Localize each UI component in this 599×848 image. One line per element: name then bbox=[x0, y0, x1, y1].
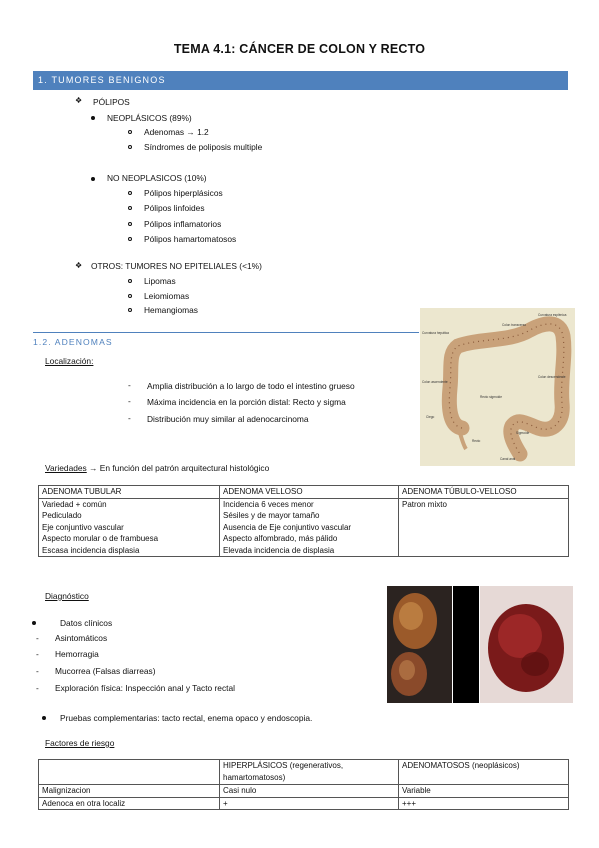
list-item: Hemangiomas bbox=[144, 305, 198, 315]
colon-illustration bbox=[420, 308, 575, 466]
list-item: Pólipos hiperplásicos bbox=[144, 188, 223, 198]
table-cell: Adenoca en otra localiz bbox=[39, 797, 220, 810]
list-item: Distribución muy similar al adenocarcinoma bbox=[147, 414, 309, 424]
svg-text:Recto: Recto bbox=[472, 439, 481, 443]
neoplasicos-heading: NEOPLÁSICOS (89%) bbox=[107, 113, 192, 123]
circle-bullet-icon bbox=[128, 206, 132, 210]
table-cell: Variable bbox=[399, 785, 569, 798]
factores-heading: Factores de riesgo bbox=[45, 738, 115, 748]
polyp-photo-right-drawing bbox=[480, 586, 573, 703]
table-cell bbox=[399, 498, 569, 557]
cell-line: Escasa incidencia displasia bbox=[42, 545, 140, 555]
svg-text:Colon descendente: Colon descendente bbox=[538, 375, 566, 379]
svg-text:Ciego: Ciego bbox=[426, 415, 435, 419]
bullet-icon bbox=[91, 177, 95, 181]
table-header-cell: ADENOMATOSOS (neoplásicos) bbox=[399, 760, 569, 785]
list-item: Pólipos linfoides bbox=[144, 203, 205, 213]
table-cell: Casi nulo bbox=[220, 785, 399, 798]
localizacion-heading: Localización: bbox=[45, 356, 94, 366]
page-title: TEMA 4.1: CÁNCER DE COLON Y RECTO bbox=[173, 42, 426, 56]
bullet-icon bbox=[91, 116, 95, 120]
bullet-icon bbox=[32, 621, 36, 625]
variedades-label: Variedades bbox=[45, 463, 87, 473]
dash-bullet: - bbox=[128, 413, 131, 423]
list-item: Leiomiomas bbox=[144, 291, 190, 301]
list-item: Lipomas bbox=[144, 276, 176, 286]
dash-bullet: - bbox=[36, 649, 39, 659]
polyp-photo-left bbox=[387, 586, 452, 703]
section-header-tumores-benignos bbox=[33, 71, 568, 90]
table-cell: + bbox=[220, 797, 399, 810]
circle-bullet-icon bbox=[128, 145, 132, 149]
variedades-line bbox=[45, 463, 269, 473]
table-header-row bbox=[39, 486, 569, 499]
bullet-icon bbox=[42, 716, 46, 720]
dash-bullet: - bbox=[36, 683, 39, 693]
list-item: Mucorrea (Falsas diarreas) bbox=[55, 666, 156, 676]
list-item: Asintomáticos bbox=[55, 633, 108, 643]
svg-text:Recto sigmoide: Recto sigmoide bbox=[480, 395, 502, 399]
list-item: Pólipos hamartomatosos bbox=[144, 234, 237, 244]
table-row bbox=[39, 797, 569, 810]
section-divider bbox=[33, 332, 419, 333]
svg-text:Curvatura hepática: Curvatura hepática bbox=[422, 331, 449, 335]
svg-text:Colon ascendente: Colon ascendente bbox=[422, 380, 448, 384]
svg-text:Canal anal: Canal anal bbox=[500, 457, 516, 461]
table-row bbox=[39, 785, 569, 798]
diamond-bullet-icon: ❖ bbox=[75, 261, 83, 270]
circle-bullet-icon bbox=[128, 308, 132, 312]
list-item: Exploración física: Inspección anal y Tacto rectal bbox=[55, 683, 235, 693]
list-item: Adenomas → 1.2 bbox=[144, 127, 209, 137]
adenoma-types-table bbox=[38, 485, 569, 557]
photo-divider bbox=[453, 586, 479, 703]
svg-text:Sigmoide: Sigmoide bbox=[516, 431, 530, 435]
table-header-cell bbox=[39, 760, 220, 785]
diagnostico-heading: Diagnóstico bbox=[45, 591, 89, 601]
polipos-heading: PÓLIPOS bbox=[93, 97, 130, 107]
section-title-adenomas: 1.2. ADENOMAS bbox=[33, 337, 113, 347]
polyp-photo-left-drawing bbox=[387, 586, 452, 703]
table-header-cell: ADENOMA TÚBULO-VELLOSO bbox=[399, 486, 569, 499]
cell-line: Aspecto alfombrado, más pálido bbox=[223, 534, 338, 543]
cell-line: Variedad + común bbox=[42, 499, 107, 509]
section-title: 1. TUMORES BENIGNOS bbox=[38, 75, 166, 85]
cell-line: Elevada incidencia de displasia bbox=[223, 545, 335, 555]
datos-clinicos-item: Datos clínicos bbox=[60, 618, 113, 628]
variedades-description: → En función del patrón arquitectural histológico bbox=[86, 463, 270, 473]
table-row bbox=[39, 498, 569, 557]
cell-line: Eje conjuntivo vascular bbox=[42, 522, 124, 532]
list-item: Pólipos inflamatorios bbox=[144, 219, 222, 229]
pruebas-item: Pruebas complementarias: tacto rectal, enema opaco y endoscopia. bbox=[60, 713, 313, 723]
table-cell: Malignizacion bbox=[39, 785, 220, 798]
risk-factors-table bbox=[38, 759, 569, 810]
dash-bullet: - bbox=[128, 396, 131, 406]
svg-text:Curvatura esplénica: Curvatura esplénica bbox=[538, 313, 567, 317]
dash-bullet: - bbox=[36, 633, 39, 643]
list-item: Máxima incidencia en la porción distal: Recto y sigma bbox=[147, 397, 346, 407]
list-item: Síndromes de poliposis multiple bbox=[144, 142, 263, 152]
table-header-cell: HIPERPLÁSICOS (regenerativos, hamartomatosos) bbox=[220, 760, 399, 785]
cell-line: Pediculado bbox=[42, 511, 82, 520]
circle-bullet-icon bbox=[128, 294, 132, 298]
circle-bullet-icon bbox=[128, 222, 132, 226]
dash-bullet: - bbox=[128, 380, 131, 390]
circle-bullet-icon bbox=[128, 130, 132, 134]
cell-line: Aspecto morular o de frambuesa bbox=[42, 534, 159, 543]
svg-text:Colon transverso: Colon transverso bbox=[502, 323, 527, 327]
circle-bullet-icon bbox=[128, 279, 132, 283]
table-cell bbox=[39, 498, 220, 557]
colon-anatomy-image bbox=[420, 308, 575, 466]
cell-line: Sésiles y de mayor tamaño bbox=[223, 511, 320, 520]
table-header-cell: ADENOMA VELLOSO bbox=[220, 486, 399, 499]
cell-line: Incidencia 6 veces menor bbox=[223, 499, 314, 509]
dash-bullet: - bbox=[36, 666, 39, 676]
table-cell: +++ bbox=[399, 797, 569, 810]
polyp-photo-right bbox=[480, 586, 573, 703]
list-item: Hemorragia bbox=[55, 649, 99, 659]
list-item: Amplia distribución a lo largo de todo el intestino grueso bbox=[147, 381, 355, 391]
table-header-row bbox=[39, 760, 569, 785]
no-neoplasicos-heading: NO NEOPLASICOS (10%) bbox=[107, 173, 207, 183]
diamond-bullet-icon: ❖ bbox=[75, 96, 83, 105]
circle-bullet-icon bbox=[128, 237, 132, 241]
table-cell bbox=[220, 498, 399, 557]
cell-line: Ausencia de Eje conjuntivo vascular bbox=[223, 522, 352, 532]
table-header-cell: ADENOMA TUBULAR bbox=[39, 486, 220, 499]
circle-bullet-icon bbox=[128, 191, 132, 195]
cell-line: Patron mixto bbox=[402, 499, 447, 509]
otros-heading: OTROS: TUMORES NO EPITELIALES (<1%) bbox=[91, 261, 262, 271]
